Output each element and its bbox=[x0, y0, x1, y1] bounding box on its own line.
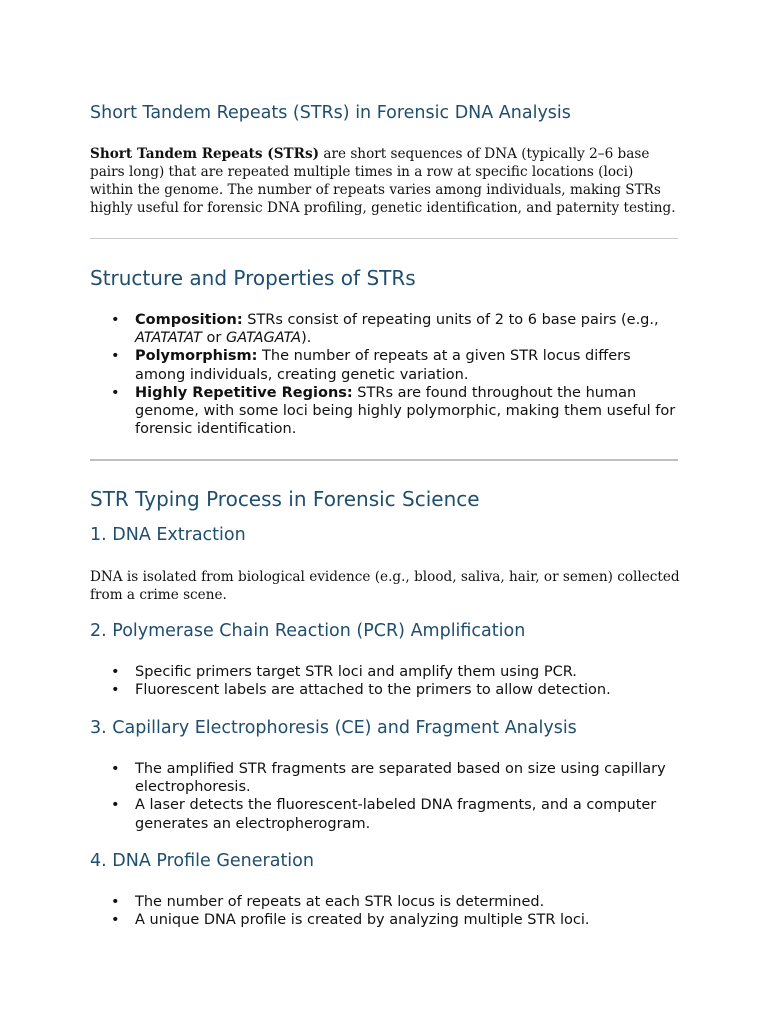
list-item: • The amplified STR fragments are separated based on size using capillary electrophoresis. bbox=[90, 760, 680, 796]
intro-term: Short Tandem Repeats (STRs) bbox=[90, 146, 320, 162]
structure-list bbox=[90, 311, 680, 438]
list-item: • A unique DNA profile is created by analyzing multiple STR loci. bbox=[90, 911, 680, 929]
list-item: • Fluorescent labels are attached to the primers to allow detection. bbox=[90, 681, 680, 699]
example-sequence-2: GATAGATA bbox=[225, 330, 302, 347]
composition-text: STRs consist of repeating units of 2 to 6 base pairs (e.g., bbox=[242, 312, 659, 328]
section-heading-structure: Structure and Properties of STRs bbox=[90, 266, 416, 290]
page-title: Short Tandem Repeats (STRs) in Forensic DNA Analysis bbox=[90, 103, 571, 123]
list-item-repetitive-regions bbox=[90, 384, 680, 439]
list-item: • Specific primers target STR loci and amplify them using PCR. bbox=[90, 663, 680, 681]
intro-text: are short sequences of DNA (typically 2–6 base pairs long) that are repeated multiple times in a row at specific locations (loci) within the genome. The number of repeats varies among individuals, making STRs highly useful for forensic DNA profiling, genetic identification, and paternity testing. bbox=[90, 146, 676, 216]
list-item-composition bbox=[90, 311, 680, 347]
composition-or: or bbox=[201, 330, 226, 347]
list-item-polymorphism bbox=[90, 347, 680, 383]
term-repetitive-regions: Highly Repetitive Regions: bbox=[135, 384, 353, 401]
term-composition: Composition: bbox=[135, 312, 243, 328]
intro-paragraph bbox=[90, 145, 680, 217]
term-polymorphism: Polymorphism: bbox=[135, 348, 258, 365]
step-heading-electrophoresis: 3. Capillary Electrophoresis (CE) and Fragment Analysis bbox=[90, 718, 577, 738]
polymorphism-text: The number of repeats at a given STR locus differs among individuals, creating genetic variation. bbox=[135, 348, 631, 383]
step-heading-profile: 4. DNA Profile Generation bbox=[90, 851, 314, 871]
section-heading-process: STR Typing Process in Forensic Science bbox=[90, 487, 480, 511]
list-item: • The number of repeats at each STR locus is determined. bbox=[90, 893, 680, 911]
composition-end: ). bbox=[301, 330, 312, 347]
example-sequence-1: ATATATAT bbox=[135, 330, 202, 347]
step-heading-pcr: 2. Polymerase Chain Reaction (PCR) Amplification bbox=[90, 621, 526, 641]
extraction-paragraph: DNA is isolated from biological evidence (e.g., blood, saliva, hair, or semen) collected from a crime scene. bbox=[90, 569, 680, 603]
electrophoresis-list bbox=[90, 760, 680, 833]
pcr-list bbox=[90, 663, 680, 699]
divider bbox=[90, 459, 678, 461]
step-heading-extraction: 1. DNA Extraction bbox=[90, 525, 246, 545]
profile-list bbox=[90, 893, 680, 929]
list-item: • A laser detects the fluorescent-labeled DNA fragments, and a computer generates an electropherogram. bbox=[90, 796, 680, 832]
divider bbox=[90, 238, 678, 239]
repetitive-regions-text: STRs are found throughout the human genome, with some loci being highly polymorphic, making them useful for forensic identification. bbox=[135, 384, 676, 438]
